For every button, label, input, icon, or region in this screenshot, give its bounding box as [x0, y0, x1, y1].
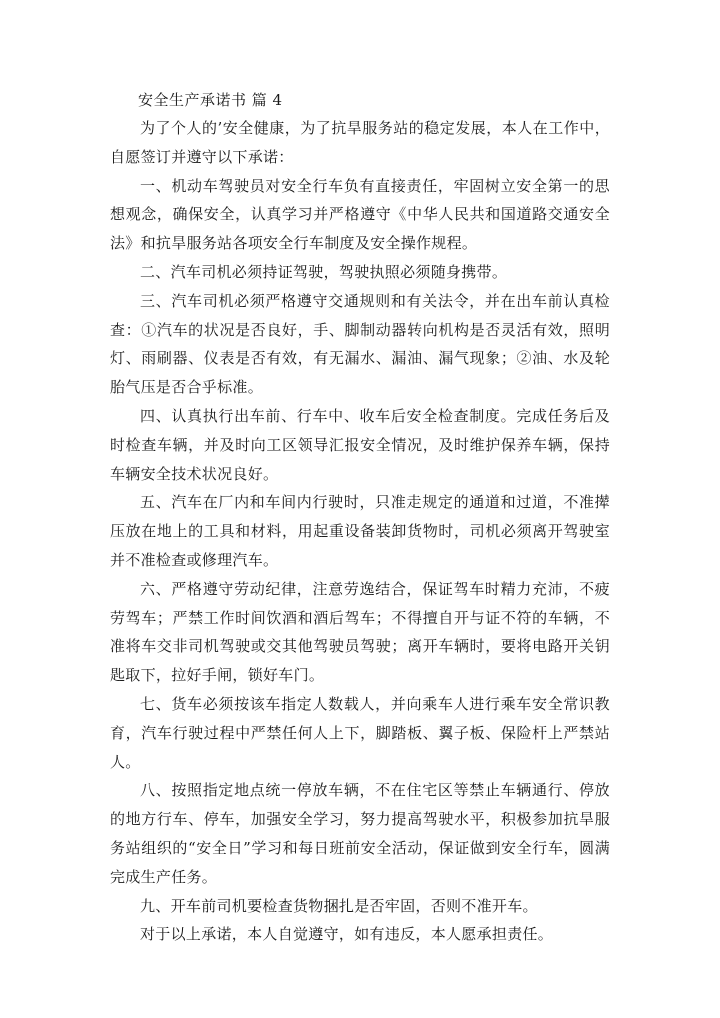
paragraph-closing: 对于以上承诺，本人自觉遵守，如有违反，本人愿承担责任。	[140, 925, 554, 944]
paragraph-2: 二、汽车司机必须持证驾驶，驾驶执照必须随身携带。	[140, 262, 508, 281]
paragraph-6: 六、严格遵守劳动纪律，注意劳逸结合，保证驾车时精力充沛，不疲劳驾车；严禁工作时间饮酒和酒后驾车；不得擅自开与证不符的车辆，不准将车交非司机驾驶或交其他驾驶员驾驶；离开车辆时，要将电路开关钥匙取下，拉好手闸，锁好车门。	[110, 579, 610, 685]
paragraph-4: 四、认真执行出车前、行车中、收车后安全检查制度。完成任务后及时检查车辆，并及时向工区领导汇报安全情况，及时维护保养车辆，保持车辆安全技术状况良好。	[110, 406, 610, 483]
paragraph-intro: 为了个人的’安全健康，为了抗旱服务站的稳定发展，本人在工作中，自愿签订并遵守以下承诺：	[110, 119, 610, 166]
document-title: 安全生产承诺书 篇 4	[138, 91, 283, 109]
paragraph-8: 八、按照指定地点统一停放车辆，不在住宅区等禁止车辆通行、停放的地方行车、停车，加强安全学习，努力提高驾驶水平，积极参加抗旱服务站组织的“安全日”学习和每日班前安全活动，保证做到安全行车，圆满完成生产任务。	[110, 781, 610, 886]
document-page	[110, 86, 610, 949]
paragraph-3: 三、汽车司机必须严格遵守交通规则和有关法令，并在出车前认真检查：①汽车的状况是否良好，手、脚制动器转向机构是否灵活有效，照明灯、雨刷器、仪表是否有效，有无漏水、漏油、漏气现象；②油、水及轮胎气压是否合乎标准。	[110, 291, 610, 397]
paragraph-1: 一、机动车驾驶员对安全行车负有直接责任，牢固树立安全第一的思想观念，确保安全，认真学习并严格遵守《中华人民共和国道路交通安全法》和抗旱服务站各项安全行车制度及安全操作规程。	[110, 176, 610, 253]
paragraph-9: 九、开车前司机要检查货物捆扎是否牢固，否则不准开车。	[140, 896, 538, 915]
paragraph-5: 五、汽车在厂内和车间内行驶时，只准走规定的通道和过道，不准撵压放在地上的工具和材料，用起重设备装卸货物时，司机必须离开驾驶室并不准检查或修理汽车。	[110, 493, 610, 569]
paragraph-7: 七、货车必须按该车指定人数载人，并向乘车人进行乘车安全常识教育，汽车行驶过程中严禁任何人上下，脚踏板、翼子板、保险杆上严禁站人。	[110, 694, 610, 771]
